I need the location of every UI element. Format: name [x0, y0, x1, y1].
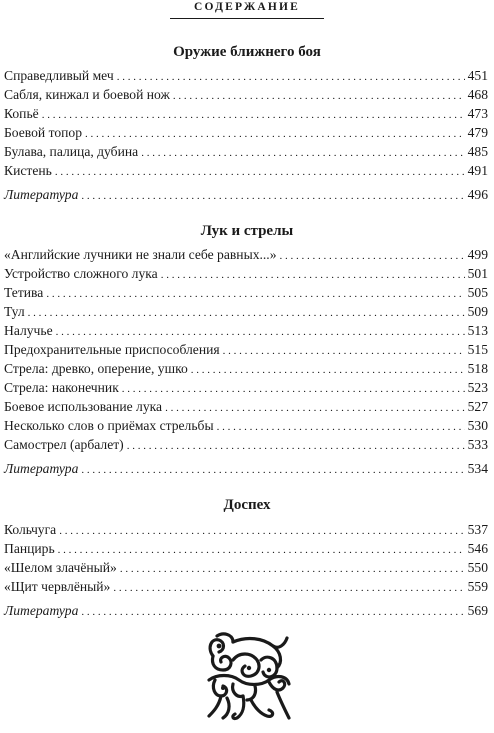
dot-leader: [81, 461, 464, 480]
toc-entry[interactable]: [4, 264, 488, 285]
entry-page: 559: [467, 579, 488, 594]
toc-entry[interactable]: [4, 577, 488, 598]
entry-page: 509: [467, 304, 488, 319]
literature-page: 496: [467, 187, 488, 202]
entry-page: 537: [467, 522, 488, 537]
entry-title: Панцирь: [4, 541, 55, 556]
section-title: Доспех: [223, 497, 271, 513]
entry-title: Тетива: [4, 285, 44, 300]
entry-page: 513: [467, 323, 488, 338]
toc-entry[interactable]: [4, 283, 488, 304]
literature-title: Литература: [4, 603, 79, 618]
entry-page: 491: [467, 163, 488, 178]
entry-title: Несколько слов о приёмах стрельбы: [4, 418, 214, 433]
literature-title: Литература: [4, 187, 79, 202]
entry-title: «Шелом злачёный»: [4, 560, 117, 575]
entry-page: 485: [467, 144, 488, 159]
running-head: СОДЕРЖАНИЕ: [193, 1, 301, 13]
entry-page: 546: [467, 541, 488, 556]
entry-title: Булава, палица, дубина: [4, 144, 139, 159]
entry-page: 473: [467, 106, 488, 121]
entry-page: 468: [467, 87, 488, 102]
section-title: Оружие ближнего боя: [173, 44, 321, 60]
literature-page: 569: [467, 603, 488, 618]
toc-entry[interactable]: [4, 245, 488, 266]
toc-literature[interactable]: [4, 459, 488, 480]
toc-entry[interactable]: [4, 142, 488, 163]
literature-title: Литература: [4, 461, 79, 476]
toc-literature[interactable]: [4, 601, 488, 622]
toc-entry[interactable]: [4, 340, 488, 361]
entry-title: Стрела: древко, оперение, ушко: [4, 361, 188, 376]
entry-title: Налучье: [4, 323, 53, 338]
toc-entry[interactable]: [4, 66, 488, 87]
toc-entry[interactable]: [4, 378, 488, 399]
entry-title: Кольчуга: [4, 522, 57, 537]
header-rule: [170, 18, 324, 19]
toc-entry[interactable]: [4, 302, 488, 323]
entry-page: 533: [467, 437, 488, 452]
toc-entry[interactable]: [4, 520, 488, 541]
toc-entry[interactable]: [4, 558, 488, 579]
entry-page: 515: [467, 342, 488, 357]
entry-page: 505: [467, 285, 488, 300]
entry-title: Стрела: наконечник: [4, 380, 119, 395]
dot-leader: [113, 579, 464, 598]
entry-title: Устройство сложного лука: [4, 266, 158, 281]
entry-title: Боевой топор: [4, 125, 83, 140]
entry-page: 523: [467, 380, 488, 395]
section-title: Лук и стрелы: [200, 223, 294, 239]
entry-page: 530: [467, 418, 488, 433]
entry-title: Тул: [4, 304, 25, 319]
entry-title: Справедливый меч: [4, 68, 114, 83]
entry-page: 451: [467, 68, 488, 83]
entry-title: «Щит червлёный»: [4, 579, 111, 594]
entry-page: 527: [467, 399, 488, 414]
toc-entry[interactable]: [4, 416, 488, 437]
entry-title: Кистень: [4, 163, 52, 178]
toc-entry[interactable]: [4, 539, 488, 560]
dot-leader: [81, 603, 464, 622]
entry-page: 499: [467, 247, 488, 262]
toc-literature[interactable]: [4, 185, 488, 206]
dot-leader: [127, 437, 465, 456]
toc-entry[interactable]: [4, 397, 488, 418]
dot-leader: [55, 163, 465, 182]
toc-entry[interactable]: [4, 435, 488, 456]
page-header: [0, 0, 494, 14]
entry-title: Предохранительные приспособления: [4, 342, 220, 357]
toc-entry[interactable]: [4, 123, 488, 144]
beast-ornament-icon: [203, 630, 293, 724]
literature-page: 534: [467, 461, 488, 476]
entry-title: Сабля, кинжал и боевой нож: [4, 87, 170, 102]
toc-entry[interactable]: [4, 321, 488, 342]
toc-entry[interactable]: [4, 104, 488, 125]
entry-page: 518: [467, 361, 488, 376]
entry-title: Самострел (арбалет): [4, 437, 124, 452]
entry-page: 479: [467, 125, 488, 140]
entry-title: Боевое использование лука: [4, 399, 163, 414]
toc-entry[interactable]: [4, 85, 488, 106]
toc-entry[interactable]: [4, 161, 488, 182]
dot-leader: [81, 187, 464, 206]
entry-title: Копьё: [4, 106, 39, 121]
toc-entry[interactable]: [4, 359, 488, 380]
entry-title: «Английские лучники не знали себе равных...»: [4, 247, 277, 262]
entry-page: 501: [467, 266, 488, 281]
entry-page: 550: [467, 560, 488, 575]
